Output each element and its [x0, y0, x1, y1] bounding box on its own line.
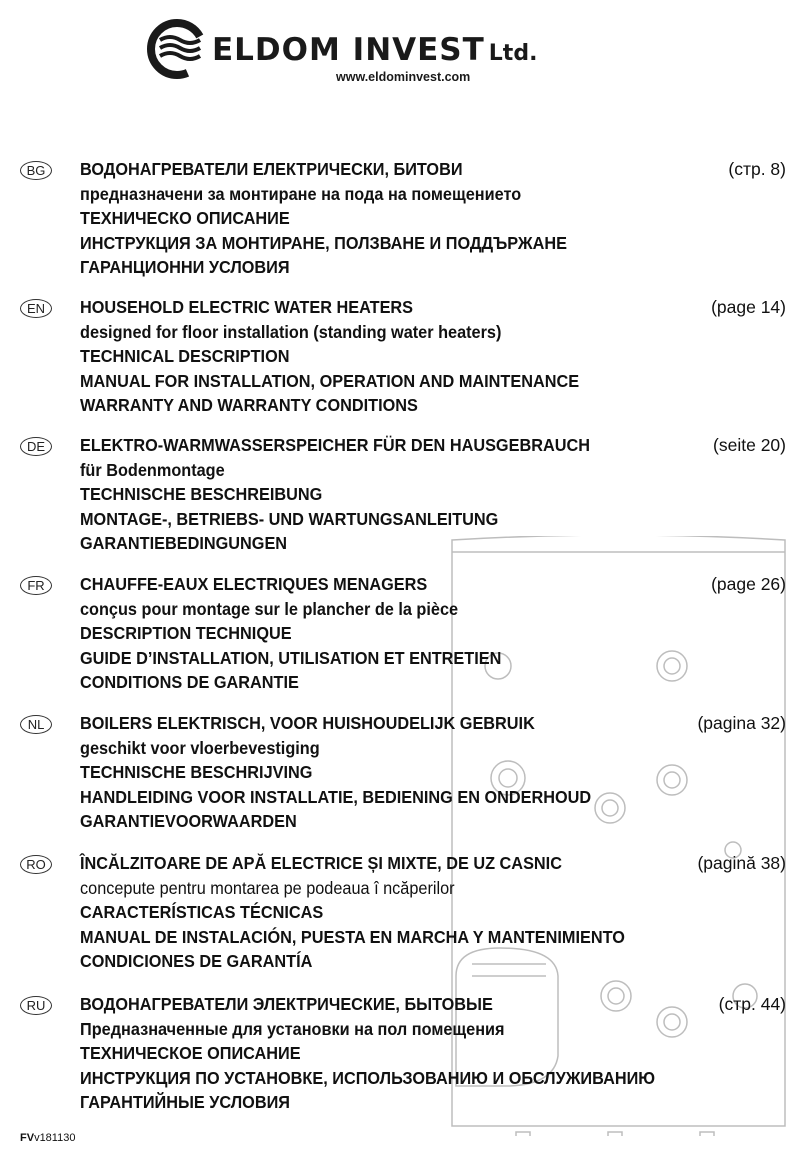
section-line: TECHNISCHE BESCHRIJVING — [80, 762, 313, 782]
company-url: www.eldominvest.com — [336, 70, 471, 84]
page-reference: (стр. 8) — [728, 159, 786, 179]
section-subtitle: conçus pour montage sur le plancher de la pièce — [80, 598, 459, 619]
brand-title: ELDOM INVEST — [212, 32, 485, 68]
page-reference: (page 26) — [711, 574, 786, 594]
section-subtitle: geschikt voor vloerbevestiging — [80, 737, 320, 758]
section-title: HOUSEHOLD ELECTRIC WATER HEATERS — [80, 297, 414, 317]
section-line: MONTAGE-, BETRIEBS- UND WARTUNGSANLEITUNG — [80, 508, 499, 529]
section-title: ВОДОНАГРЕВАТЕЛИ ЭЛЕКТРИЧЕСКИЕ, БЫТОВЫЕ — [80, 994, 493, 1014]
page-reference: (стр. 44) — [718, 994, 786, 1014]
section-line: TECHNICAL DESCRIPTION — [80, 346, 290, 366]
section-line: DESCRIPTION TECHNIQUE — [80, 623, 292, 643]
section-title: ВОДОНАГРЕВАТЕЛИ ЕЛЕКТРИЧЕСКИ, БИТОВИ — [80, 159, 463, 179]
section-line: MANUAL FOR INSTALLATION, OPERATION AND MAINTENANCE — [80, 370, 580, 391]
section-title: BOILERS ELEKTRISCH, VOOR HUISHOUDELIJK GEBRUIK — [80, 713, 535, 733]
section-line: CARACTERÍSTICAS TÉCNICAS — [80, 902, 324, 922]
language-badge: BG — [20, 161, 52, 180]
page-reference: (pagină 38) — [697, 853, 786, 873]
section-line: ГАРАНЦИОННИ УСЛОВИЯ — [80, 257, 290, 277]
section-title: CHAUFFE-EAUX ELECTRIQUES MENAGERS — [80, 574, 428, 594]
section-line: ТЕХНИЧЕСКО ОПИСАНИЕ — [80, 208, 290, 228]
doc-version: v181130 — [34, 1132, 76, 1144]
section-line: CONDITIONS DE GARANTIE — [80, 672, 299, 692]
language-badge: RU — [20, 996, 52, 1015]
section-line: MANUAL DE INSTALACIÓN, PUESTA EN MARCHA Y MANTENIMIENTO — [80, 926, 625, 947]
section-line: HANDLEIDING VOOR INSTALLATIE, BEDIENING EN ONDERHOUD — [80, 786, 592, 807]
section-line: ГАРАНТИЙНЫЕ УСЛОВИЯ — [80, 1092, 290, 1112]
language-badge: RO — [20, 855, 52, 874]
section-line: ИНСТРУКЦИЯ ПО УСТАНОВКЕ, ИСПОЛЬЗОВАНИЮ И ОБСЛУЖИВАНИЮ — [80, 1067, 656, 1088]
section-subtitle: Предназначенные для установки на пол помещения — [80, 1018, 505, 1039]
section-line: ИНСТРУКЦИЯ ЗА МОНТИРАНЕ, ПОЛЗВАНЕ И ПОДДЪРЖАНЕ — [80, 232, 567, 253]
brand-name — [212, 32, 537, 68]
document-version — [20, 1132, 75, 1144]
page-reference: (seite 20) — [713, 435, 786, 455]
company-logo — [146, 18, 616, 88]
doc-prefix: FV — [20, 1132, 35, 1144]
eldom-logo-icon — [146, 18, 208, 80]
section-line: CONDICIONES DE GARANTÍA — [80, 951, 313, 971]
section-line: TECHNISCHE BESCHREIBUNG — [80, 484, 323, 504]
section-title: ÎNCĂLZITOARE DE APĂ ELECTRICE ȘI MIXTE, DE UZ CASNIC — [80, 853, 562, 873]
section-line: GARANTIEVOORWAARDEN — [80, 811, 297, 831]
section-subtitle: предназначени за монтиране на пода на помещението — [80, 183, 522, 204]
section-line: WARRANTY AND WARRANTY CONDITIONS — [80, 395, 418, 415]
brand-suffix: Ltd. — [488, 41, 538, 66]
language-badge: NL — [20, 715, 52, 734]
language-badge: EN — [20, 299, 52, 318]
section-title: ELEKTRO-WARMWASSERSPEICHER FÜR DEN HAUSGEBRAUCH — [80, 435, 590, 455]
language-badge: FR — [20, 576, 52, 595]
section-subtitle: für Bodenmontage — [80, 459, 225, 480]
section-line: GUIDE D’INSTALLATION, UTILISATION ET ENTRETIEN — [80, 647, 502, 668]
language-badge: DE — [20, 437, 52, 456]
section-line: ТЕХНИЧЕСКОЕ ОПИСАНИЕ — [80, 1043, 301, 1063]
section-subtitle: designed for floor installation (standing water heaters) — [80, 321, 502, 342]
section-subtitle: concepute pentru montarea pe podeaua î ncăperilor — [80, 877, 455, 898]
page-reference: (page 14) — [711, 297, 786, 317]
page-reference: (pagina 32) — [697, 713, 786, 733]
section-line: GARANTIEBEDINGUNGEN — [80, 533, 288, 553]
